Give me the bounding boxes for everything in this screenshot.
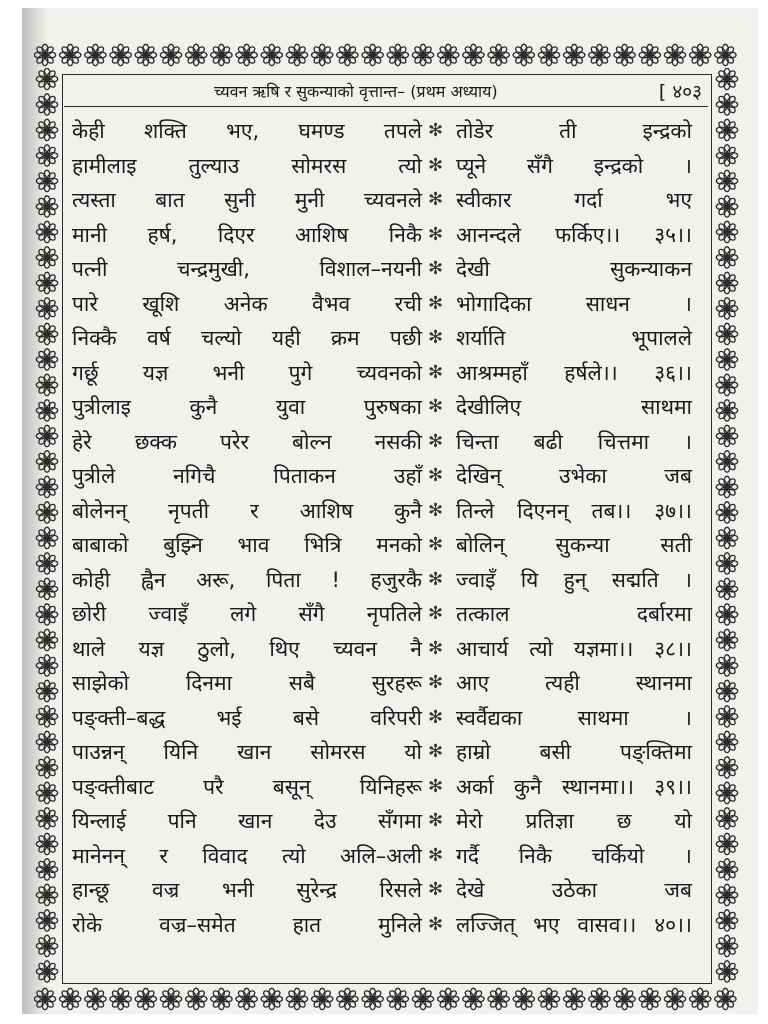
verse-word: र	[159, 843, 168, 868]
verse-right-half	[456, 425, 692, 460]
verse-word: आशिष	[299, 498, 354, 523]
verse-right-half	[456, 287, 692, 322]
verse-word: पङ्क्ती–बद्ध	[72, 705, 166, 730]
verse-separator: ✻	[428, 120, 444, 141]
verse-line	[70, 873, 706, 908]
verse-word: आचार्य	[456, 636, 509, 661]
verse-word: बसे	[292, 705, 320, 730]
verse-right-half	[456, 494, 692, 529]
verse-line	[70, 632, 706, 667]
verse-word: यो	[674, 809, 692, 833]
verse-word: रोके	[72, 912, 103, 937]
verse-right-half	[456, 873, 692, 908]
verse-word: भए	[533, 912, 560, 937]
verse-left-half	[72, 839, 422, 874]
verse-word: नृपतिले	[366, 602, 422, 626]
verse-right-half	[456, 252, 692, 287]
verse-right-half	[456, 321, 692, 356]
verse-line	[70, 597, 706, 632]
verse-word: भए	[665, 188, 692, 212]
verse-separator: ✻	[428, 465, 444, 486]
verse-line	[70, 804, 706, 839]
verse-separator: ✻	[428, 706, 444, 728]
verse-separator: ✻	[428, 879, 444, 900]
verse-word: चल्यो	[201, 326, 242, 350]
verse-word: ह्वैन	[140, 567, 166, 592]
verse-separator: ✻	[428, 499, 444, 521]
verse-word: बोलिन्	[456, 533, 505, 557]
verse-word: पिताकन	[273, 464, 336, 488]
verse-word: यि	[520, 567, 539, 592]
verse-left-half	[72, 183, 422, 218]
verse-word: सुकन्या	[555, 533, 610, 557]
verse-left-half	[72, 701, 422, 736]
verse-separator: ✻	[428, 154, 444, 176]
verse-word: हान्छू	[72, 878, 110, 902]
verse-word: पुगे	[288, 360, 313, 385]
verse-word: यिनिहरू	[359, 774, 422, 799]
verse-word: विवाद	[202, 843, 248, 868]
verse-word: यो	[404, 740, 422, 764]
verse-separator: ✻	[428, 534, 444, 555]
verse-word: छ	[616, 809, 632, 833]
verse-word: परेर	[219, 429, 250, 454]
page-spine-shadow	[22, 8, 48, 1014]
verse-word: साथमा	[577, 705, 629, 730]
verse-word: जब	[664, 464, 692, 488]
verse-word: त्यो	[398, 153, 422, 178]
verse-left-half	[72, 770, 422, 805]
verse-word: आश्रम्महाँ	[456, 360, 528, 385]
verse-right-half	[456, 114, 692, 149]
verse-word: यज्ञ	[142, 360, 169, 385]
verse-word: छक्क	[134, 429, 177, 454]
verse-word: भूपालले	[631, 326, 692, 350]
verse-separator: ✻	[428, 223, 444, 245]
verse-word: देखिन्	[456, 464, 502, 488]
verse-word: पाउन्नन्	[72, 740, 125, 764]
verse-word: ।	[684, 567, 692, 592]
verse-word: !	[331, 567, 340, 592]
verse-left-half	[72, 287, 422, 322]
verse-word: तोडेर	[456, 119, 494, 143]
verse-word: यिन्लाई	[72, 809, 127, 833]
verse-word: पिता	[265, 567, 301, 592]
verse-separator: ✻	[428, 568, 444, 590]
verse-word: खान	[237, 740, 272, 764]
verse-word: गर्दै	[456, 843, 479, 868]
verse-block	[70, 114, 706, 942]
verse-left-half	[72, 563, 422, 598]
verse-right-half	[456, 632, 692, 667]
verse-word: विशाल–नयनी	[319, 257, 422, 281]
verse-word: दिनमा	[185, 671, 233, 695]
verse-word: भित्रि	[304, 533, 342, 557]
verse-separator: ✻	[428, 775, 444, 797]
verse-word: अर्का	[456, 774, 494, 799]
verse-line	[70, 183, 706, 218]
verse-separator: ✻	[428, 913, 444, 935]
verse-word: यज्ञ	[138, 636, 165, 661]
verse-word: लगे	[230, 602, 257, 626]
verse-word: स्थानमा।।	[561, 774, 635, 799]
verse-word: लज्जित्	[456, 912, 516, 937]
verse-word: सद्मति	[611, 567, 659, 592]
verse-word: त्यही	[544, 671, 580, 695]
verse-word: इन्द्रको	[593, 153, 644, 178]
verse-right-half	[456, 356, 692, 391]
verse-word: बुझ्नि	[163, 533, 203, 557]
verse-word: मुनी	[294, 188, 325, 212]
verse-word: त्यस्ता	[72, 188, 116, 212]
verse-left-half	[72, 666, 422, 701]
verse-word: स्वर्वैद्यका	[456, 705, 523, 730]
verse-word: वैभव	[312, 291, 351, 316]
verse-left-half	[72, 873, 422, 908]
verse-left-half	[72, 390, 422, 425]
verse-left-half	[72, 459, 422, 494]
verse-right-half	[456, 390, 692, 425]
verse-separator: ✻	[428, 430, 444, 452]
verse-word: रिसले	[379, 878, 422, 902]
verse-word: गर्दा	[574, 188, 603, 212]
verse-word: सँगै	[298, 602, 325, 626]
verse-word: अलि–अली	[340, 843, 422, 868]
verse-right-half	[456, 149, 692, 184]
verse-word: भए,	[226, 119, 260, 143]
verse-word: चित्तमा	[597, 429, 650, 454]
verse-word: घमण्ड	[298, 119, 345, 143]
verse-word: ।	[684, 153, 692, 178]
verse-word: तत्काल	[456, 602, 510, 626]
verse-word: आए	[456, 671, 490, 695]
verse-word: सती	[660, 533, 692, 557]
verse-right-half	[456, 218, 692, 253]
verse-word: बसून्	[272, 774, 311, 799]
verse-line	[70, 770, 706, 805]
verse-line	[70, 425, 706, 460]
verse-word: अनेक	[223, 291, 268, 316]
verse-word: ३५।।	[654, 222, 692, 247]
verse-line	[70, 356, 706, 391]
verse-word: उभेका	[559, 464, 607, 488]
verse-word: सँगै	[526, 153, 553, 178]
verse-left-half	[72, 908, 422, 943]
verse-left-half	[72, 632, 422, 667]
verse-word: युवा	[275, 395, 306, 419]
verse-word: पुरुषका	[363, 395, 422, 419]
verse-word: भई	[216, 705, 242, 730]
verse-word: साथमा	[640, 395, 692, 419]
verse-separator: ✻	[428, 327, 444, 348]
verse-word: पुत्रीले	[72, 464, 116, 488]
verse-right-half	[456, 701, 692, 736]
verse-word: ३९।।	[654, 774, 692, 799]
verse-word: वज्र–समेत	[159, 912, 236, 937]
verse-line	[70, 735, 706, 770]
verse-word: पनि	[167, 809, 197, 833]
verse-separator: ✻	[428, 361, 444, 383]
verse-word: वज्र	[151, 878, 180, 902]
verse-word: हात	[292, 912, 322, 937]
verse-word: भनी	[212, 360, 245, 385]
verse-right-half	[456, 459, 692, 494]
verse-word: ४०।।	[654, 912, 692, 937]
verse-right-half	[456, 528, 692, 563]
verse-word: खान	[238, 809, 273, 833]
verse-right-half	[456, 770, 692, 805]
verse-right-half	[456, 183, 692, 218]
verse-line	[70, 908, 706, 943]
verse-word: देखीलिए	[456, 395, 522, 419]
verse-word: पङ्क्तिमा	[620, 740, 692, 764]
verse-word: बोल्न	[292, 429, 332, 454]
verse-word: सुरहरू	[371, 671, 422, 695]
verse-line	[70, 321, 706, 356]
verse-separator: ✻	[428, 810, 444, 831]
verse-word: कोही	[72, 567, 111, 592]
verse-word: भनी	[221, 878, 254, 902]
verse-right-half	[456, 597, 692, 632]
verse-word: बात	[155, 188, 185, 212]
verse-word: देखे	[456, 878, 485, 902]
verse-word: थाले	[72, 636, 106, 661]
verse-word: सुकन्याकन	[610, 257, 692, 281]
verse-word: ती	[559, 119, 577, 143]
verse-word: साधन	[585, 291, 630, 316]
verse-word: दर्बारमा	[636, 602, 692, 626]
verse-word: चन्द्रमुखी,	[177, 257, 250, 281]
verse-word: कुनै	[513, 774, 542, 799]
verse-left-half	[72, 804, 422, 839]
verse-word: निक्कै	[72, 326, 117, 350]
verse-word: हुन्	[563, 567, 587, 592]
verse-word: कुनै	[189, 395, 218, 419]
verse-word: देखी	[456, 257, 490, 281]
verse-line	[70, 149, 706, 184]
verse-word: बसी	[539, 740, 572, 764]
verse-word: पारे	[72, 291, 98, 316]
verse-word: आनन्दले	[456, 222, 521, 247]
verse-word: स्थानमा	[635, 671, 692, 695]
verse-separator: ✻	[428, 741, 444, 762]
verse-line	[70, 528, 706, 563]
verse-left-half	[72, 356, 422, 391]
verse-word: क्रम	[330, 326, 360, 350]
verse-right-half	[456, 839, 692, 874]
verse-word: आशिष	[295, 222, 349, 247]
verse-word: दिएनन्	[517, 498, 569, 523]
verse-word: तिन्ले	[456, 498, 495, 523]
verse-word: यही	[271, 326, 301, 350]
verse-word: फर्किए।।	[554, 222, 621, 247]
verse-word: पुत्रीलाइ	[72, 395, 131, 419]
verse-word: दिएर	[217, 222, 255, 247]
verse-word: परै	[203, 774, 224, 799]
verse-word: चिन्ता	[456, 429, 499, 454]
verse-left-half	[72, 149, 422, 184]
verse-word: त्यो	[281, 843, 306, 868]
verse-word: उहाँ	[393, 464, 422, 488]
verse-word: निकै	[388, 222, 422, 247]
verse-word: इन्द्रको	[642, 119, 692, 143]
verse-separator: ✻	[428, 292, 444, 314]
verse-left-half	[72, 252, 422, 287]
verse-word: ठुलो,	[197, 636, 236, 661]
verse-line	[70, 252, 706, 287]
verse-word: पङ्क्तीबाट	[72, 774, 154, 799]
verse-word: ३८।।	[654, 636, 692, 661]
verse-left-half	[72, 494, 422, 529]
verse-word: छोरी	[72, 602, 107, 626]
verse-word: हजुरकै	[370, 567, 422, 592]
verse-word: चर्कियो	[591, 843, 645, 868]
verse-right-half	[456, 804, 692, 839]
verse-word: भोगादिका	[456, 291, 532, 316]
verse-word: त्यो	[529, 636, 553, 661]
verse-word: ।	[684, 429, 692, 454]
verse-left-half	[72, 735, 422, 770]
verse-word: मानेनन्	[72, 843, 125, 868]
verse-word: प्यूने	[456, 153, 487, 178]
verse-word: हेरे	[72, 429, 92, 454]
verse-right-half	[456, 908, 692, 943]
verse-word: अरू,	[196, 567, 236, 592]
verse-word: यज्ञमा।।	[573, 636, 634, 661]
verse-word: वरिपरी	[370, 705, 422, 730]
verse-word: बोलेनन्	[72, 498, 127, 523]
verse-line	[70, 218, 706, 253]
verse-separator: ✻	[428, 637, 444, 659]
verse-right-half	[456, 735, 692, 770]
verse-word: सोमरस	[310, 740, 366, 764]
verse-line	[70, 666, 706, 701]
verse-word: ३७।।	[654, 498, 692, 523]
verse-left-half	[72, 218, 422, 253]
verse-separator: ✻	[428, 603, 444, 624]
verse-left-half	[72, 321, 422, 356]
verse-word: मानी	[72, 222, 108, 247]
verse-right-half	[456, 563, 692, 598]
verse-word: ।	[684, 705, 692, 730]
verse-word: ।	[684, 291, 692, 316]
verse-word: मनको	[376, 533, 422, 557]
verse-word: शक्ति	[143, 119, 187, 143]
verse-separator: ✻	[428, 258, 444, 279]
verse-word: तुल्याउ	[188, 153, 240, 178]
page-number: [ ४०३	[658, 81, 702, 103]
chapter-title: च्यवन ऋषि र सुकन्याको वृत्तान्त– (प्रथम अध्याय)	[214, 82, 498, 101]
verse-word: हर्षले।।	[564, 360, 618, 385]
verse-word: मेरो	[456, 809, 483, 833]
verse-word: तपले	[383, 119, 422, 143]
verse-line	[70, 563, 706, 598]
verse-word: सँगमा	[377, 809, 422, 833]
verse-word: हामीलाइ	[72, 153, 137, 178]
verse-word: वर्ष	[146, 326, 171, 350]
verse-word: पत्नी	[72, 257, 108, 281]
verse-word: मुनिले	[378, 912, 422, 937]
verse-word: नृपती	[168, 498, 210, 523]
verse-line	[70, 287, 706, 322]
verse-word: सुरेन्द्र	[296, 878, 337, 902]
verse-word: ।	[684, 843, 692, 868]
verse-word: शर्याति	[456, 326, 506, 350]
verse-word: कुनै	[394, 498, 422, 523]
verse-word: निकै	[518, 843, 552, 868]
verse-word: जब	[664, 878, 692, 902]
verse-word: यिनि	[163, 740, 199, 764]
verse-left-half	[72, 425, 422, 460]
verse-word: ज्वाइँ	[148, 602, 188, 626]
verse-word: हर्ष,	[147, 222, 178, 247]
verse-word: साझेको	[72, 671, 130, 695]
verse-word: हाम्रो	[456, 740, 491, 764]
verse-word: थिए	[269, 636, 300, 661]
verse-line	[70, 839, 706, 874]
verse-word: केही	[72, 119, 105, 143]
verse-word: पछी	[389, 326, 422, 350]
verse-word: भाव	[237, 533, 270, 557]
verse-left-half	[72, 528, 422, 563]
verse-word: रची	[394, 291, 422, 316]
verse-right-half	[456, 666, 692, 701]
verse-word: र	[250, 498, 259, 523]
verse-word: सोमरस	[291, 153, 347, 178]
running-header	[64, 76, 708, 107]
verse-word: देउ	[313, 809, 337, 833]
verse-word: च्यवनको	[356, 360, 422, 385]
verse-separator: ✻	[428, 396, 444, 417]
verse-left-half	[72, 597, 422, 632]
verse-line	[70, 459, 706, 494]
verse-line	[70, 390, 706, 425]
verse-word: खूशि	[142, 291, 180, 316]
verse-word: सुनी	[224, 188, 256, 212]
verse-word: सबै	[288, 671, 315, 695]
verse-separator: ✻	[428, 844, 444, 866]
verse-word: ज्वाइँ	[456, 567, 496, 592]
verse-word: स्वीकार	[456, 188, 512, 212]
verse-word: प्रतिज्ञा	[525, 809, 574, 833]
verse-word: नगिचै	[173, 464, 216, 488]
verse-word: नसकी	[374, 429, 422, 454]
verse-separator: ✻	[428, 672, 444, 693]
verse-word: च्यवनले	[363, 188, 422, 212]
verse-line	[70, 494, 706, 529]
verse-word: नै	[410, 636, 422, 661]
verse-word: वासव।।	[577, 912, 637, 937]
verse-word: बढी	[533, 429, 563, 454]
verse-word: बाबाको	[72, 533, 129, 557]
verse-word: उठेका	[551, 878, 598, 902]
verse-line	[70, 114, 706, 149]
verse-word: च्यवन	[333, 636, 377, 661]
verse-separator: ✻	[428, 189, 444, 210]
verse-word: ३६।।	[654, 360, 692, 385]
verse-word: तब।।	[591, 498, 632, 523]
verse-left-half	[72, 114, 422, 149]
verse-line	[70, 701, 706, 736]
verse-word: गर्छू	[72, 360, 99, 385]
